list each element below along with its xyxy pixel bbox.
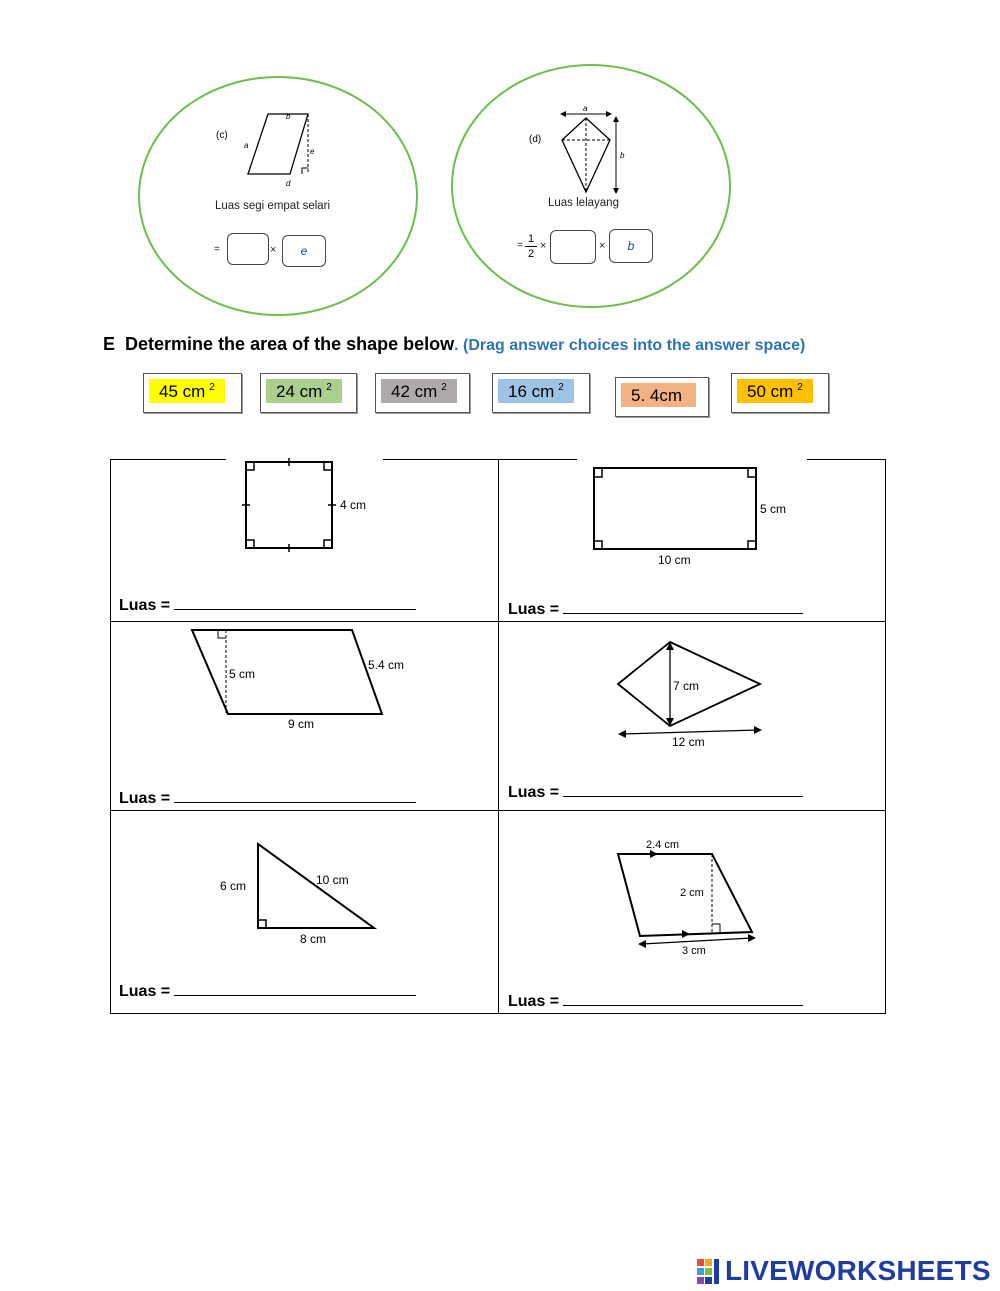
parallelogram-answer-space[interactable] [174,788,416,803]
formula-d-times-2: × [599,240,606,252]
choice-1-text: 45 cm [159,382,206,401]
trapezium-prompt: Luas = [508,993,560,1010]
square-prompt: Luas = [119,597,171,614]
choice-1-label [149,379,225,403]
choice-2-text: 24 cm [276,382,323,401]
choice-1-sup: 2 [209,382,215,393]
triangle-height-label: 6 cm [220,879,247,893]
choice-6-sup: 2 [797,382,803,393]
section-hint: . (Drag answer choices into the answer space) [454,337,806,354]
grid-top-right [807,459,886,460]
trapezium-answer-space[interactable] [563,991,803,1006]
parallelogram-slant-label: 5.4 cm [368,658,405,672]
formula-d-times-1: × [540,240,547,252]
parallelogram-height-label: 5 cm [229,667,256,681]
choice-chip-4[interactable] [492,373,590,413]
square-side-label: 4 cm [340,498,367,512]
choice-3-text: 42 cm [391,382,438,401]
triangle-answer-space[interactable] [174,981,416,996]
parallelogram-base-label: 9 cm [288,717,315,731]
parallelogram-answer-row [119,788,416,808]
parallelogram-prompt: Luas = [119,790,171,807]
triangle-answer-row [119,981,416,1001]
rectangle-width-label: 10 cm [658,553,691,567]
section-title: Determine the area of the shape below [125,334,455,354]
section-letter: E [103,334,116,354]
choice-5-label [621,383,696,407]
trapezium-height-label: 2 cm [680,887,704,899]
choice-chip-6[interactable] [731,373,829,413]
formula-c-times: × [270,244,277,256]
kite-figure [610,636,780,754]
formula-c-label: (c) [216,130,228,141]
choice-5-text: 5. 4cm [631,386,683,405]
choice-6-label [737,379,813,403]
kite-answer-space[interactable] [563,782,803,797]
trapezium-answer-row [508,991,803,1011]
formula-c-equals: = [214,244,220,255]
choice-chip-1[interactable] [143,373,242,413]
choice-2-label [266,379,342,403]
grid-left [110,459,111,1014]
liveworksheets-logo-icon [697,1259,721,1285]
grid-right [885,459,886,1014]
grid-bottom [110,1013,886,1014]
formula-d-half-denominator: 2 [527,248,535,260]
formula-d-label: (d) [529,134,542,145]
formula-d-filled-box[interactable]: b [609,229,653,263]
choice-4-sup: 2 [558,382,564,393]
rectangle-prompt: Luas = [508,601,560,618]
trapezium-top-label: 2.4 cm [646,839,680,851]
triangle-prompt: Luas = [119,983,171,1000]
liveworksheets-logo-text: LIVEWORKSHEETS [725,1255,991,1286]
parallelogram-formula-diagram [210,112,330,192]
kite-formula-diagram [524,104,634,196]
choice-chip-2[interactable] [260,373,357,413]
formula-c-side-b: b [286,112,291,121]
section-heading [103,334,805,355]
formula-d-caption: Luas lelayang [548,197,619,209]
rectangle-height-label: 5 cm [760,502,787,516]
rectangle-answer-space[interactable] [563,599,803,614]
choice-3-sup: 2 [441,382,447,393]
choice-3-label [381,379,457,403]
kite-long-diag-label: 12 cm [672,735,705,749]
kite-prompt: Luas = [508,784,560,801]
grid-top-mid [383,459,577,460]
parallelogram-figure [184,622,434,734]
rectangle-answer-row [508,599,803,619]
formula-c-side-a: a [244,141,249,150]
formula-d-side-a: a [583,104,588,113]
formula-d-half-fraction [525,233,537,260]
choice-4-label [498,379,574,403]
trapezium-figure [608,832,778,962]
choice-2-sup: 2 [326,382,332,393]
square-answer-space[interactable] [174,595,416,610]
formula-d-fraction-bar [525,246,537,247]
formula-d-half-numerator: 1 [527,233,535,245]
formula-c-caption: Luas segi empat selari [215,200,331,212]
choice-6-text: 50 cm [747,382,794,401]
rectangle-figure [584,460,804,572]
triangle-hyp-label: 10 cm [316,873,349,887]
grid-row-2 [110,810,886,811]
choice-chip-5[interactable] [615,377,709,417]
trapezium-bottom-label: 3 cm [682,945,706,957]
choice-chip-3[interactable] [375,373,470,413]
formula-d-equals: = [517,240,523,251]
formula-c-side-d: d [286,179,291,188]
choice-4-text: 16 cm [508,382,555,401]
kite-answer-row [508,782,803,802]
formula-d-answer-box[interactable] [550,230,596,264]
formula-c-side-e: e [310,147,315,156]
formula-c-answer-box[interactable] [227,233,269,265]
kite-short-diag-label: 7 cm [673,679,700,693]
triangle-figure [216,836,396,952]
square-answer-row [119,595,416,615]
triangle-base-label: 8 cm [300,932,327,946]
square-figure [236,456,386,560]
grid-top-left [110,459,226,460]
formula-d-side-b: b [620,151,625,160]
grid-mid-vertical [498,459,499,1014]
formula-c-filled-box[interactable]: e [282,235,326,267]
